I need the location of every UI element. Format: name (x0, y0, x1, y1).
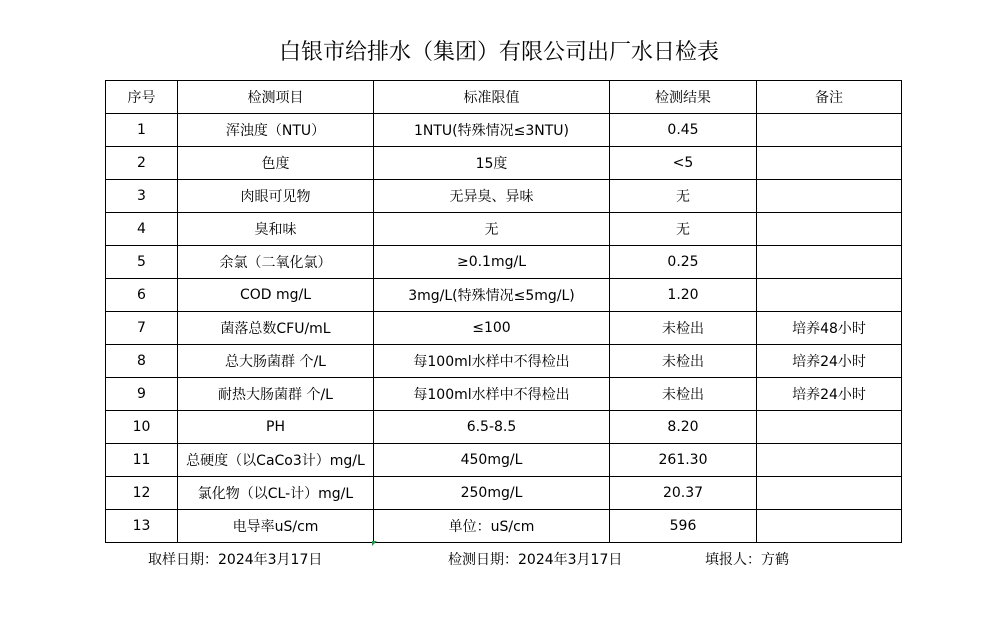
row-number: 11 (106, 444, 178, 477)
water-quality-table (105, 80, 902, 543)
row-number: 1 (106, 114, 178, 147)
test-result: 20.37 (610, 477, 757, 510)
remark: 培养24小时 (757, 378, 902, 411)
table-header-row (106, 81, 902, 114)
test-result: 0.25 (610, 246, 757, 279)
test-item: PH (178, 411, 374, 444)
table-row (106, 477, 902, 510)
row-number: 10 (106, 411, 178, 444)
test-item: 肉眼可见物 (178, 180, 374, 213)
row-number: 2 (106, 147, 178, 180)
test-item: 臭和味 (178, 213, 374, 246)
test-item: 总硬度（以CaCo3计）mg/L (178, 444, 374, 477)
standard-limit: 无 (374, 213, 610, 246)
remark (757, 444, 902, 477)
standard-limit: 250mg/L (374, 477, 610, 510)
test-result: 未检出 (610, 312, 757, 345)
table-row (106, 213, 902, 246)
test-item: 色度 (178, 147, 374, 180)
row-number: 5 (106, 246, 178, 279)
remark (757, 246, 902, 279)
sampling-date: 取样日期：2024年3月17日 (148, 552, 323, 568)
standard-limit: ≥0.1mg/L (374, 246, 610, 279)
test-item: 耐热大肠菌群 个/L (178, 378, 374, 411)
standard-limit: 6.5-8.5 (374, 411, 610, 444)
standard-limit: 每100ml水样中不得检出 (374, 345, 610, 378)
standard-limit: 每100ml水样中不得检出 (374, 378, 610, 411)
row-number: 12 (106, 477, 178, 510)
test-result: 无 (610, 213, 757, 246)
remark (757, 114, 902, 147)
table-row (106, 279, 902, 312)
test-result: <5 (610, 147, 757, 180)
table-row (106, 246, 902, 279)
row-number: 7 (106, 312, 178, 345)
test-result: 未检出 (610, 345, 757, 378)
row-number: 4 (106, 213, 178, 246)
test-item: 菌落总数CFU/mL (178, 312, 374, 345)
test-result: 未检出 (610, 378, 757, 411)
row-number: 13 (106, 510, 178, 543)
test-result: 无 (610, 180, 757, 213)
standard-limit: 1NTU(特殊情况≤3NTU) (374, 114, 610, 147)
standard-limit: 450mg/L (374, 444, 610, 477)
test-result: 261.30 (610, 444, 757, 477)
table-row (106, 180, 902, 213)
row-number: 3 (106, 180, 178, 213)
test-result: 8.20 (610, 411, 757, 444)
table-row (106, 444, 902, 477)
test-item: 余氯（二氧化氯） (178, 246, 374, 279)
cell-marker-icon (372, 541, 377, 546)
test-item: 总大肠菌群 个/L (178, 345, 374, 378)
test-date: 检测日期：2024年3月17日 (448, 552, 623, 568)
test-item: COD mg/L (178, 279, 374, 312)
standard-limit: 单位：uS/cm (374, 510, 610, 543)
row-number: 6 (106, 279, 178, 312)
remark (757, 180, 902, 213)
reporter: 填报人：方鹤 (705, 552, 789, 568)
standard-limit: 3mg/L(特殊情况≤5mg/L) (374, 279, 610, 312)
table-row (106, 510, 902, 543)
header-note: 备注 (757, 81, 902, 114)
table-row (106, 147, 902, 180)
table-row (106, 114, 902, 147)
header-limit: 标准限值 (374, 81, 610, 114)
header-result: 检测结果 (610, 81, 757, 114)
remark: 培养48小时 (757, 312, 902, 345)
test-item: 氯化物（以CL-计）mg/L (178, 477, 374, 510)
table-row (106, 378, 902, 411)
test-result: 1.20 (610, 279, 757, 312)
remark (757, 411, 902, 444)
remark (757, 147, 902, 180)
standard-limit: ≤100 (374, 312, 610, 345)
test-result: 596 (610, 510, 757, 543)
table-row (106, 312, 902, 345)
remark (757, 510, 902, 543)
test-result: 0.45 (610, 114, 757, 147)
standard-limit: 15度 (374, 147, 610, 180)
remark (757, 279, 902, 312)
header-no: 序号 (106, 81, 178, 114)
test-item: 电导率uS/cm (178, 510, 374, 543)
remark (757, 477, 902, 510)
row-number: 9 (106, 378, 178, 411)
remark: 培养24小时 (757, 345, 902, 378)
header-item: 检测项目 (178, 81, 374, 114)
row-number: 8 (106, 345, 178, 378)
test-item: 浑浊度（NTU） (178, 114, 374, 147)
remark (757, 213, 902, 246)
page-title: 白银市给排水（集团）有限公司出厂水日检表 (278, 40, 719, 65)
standard-limit: 无异臭、异味 (374, 180, 610, 213)
table-row (106, 411, 902, 444)
table-row (106, 345, 902, 378)
